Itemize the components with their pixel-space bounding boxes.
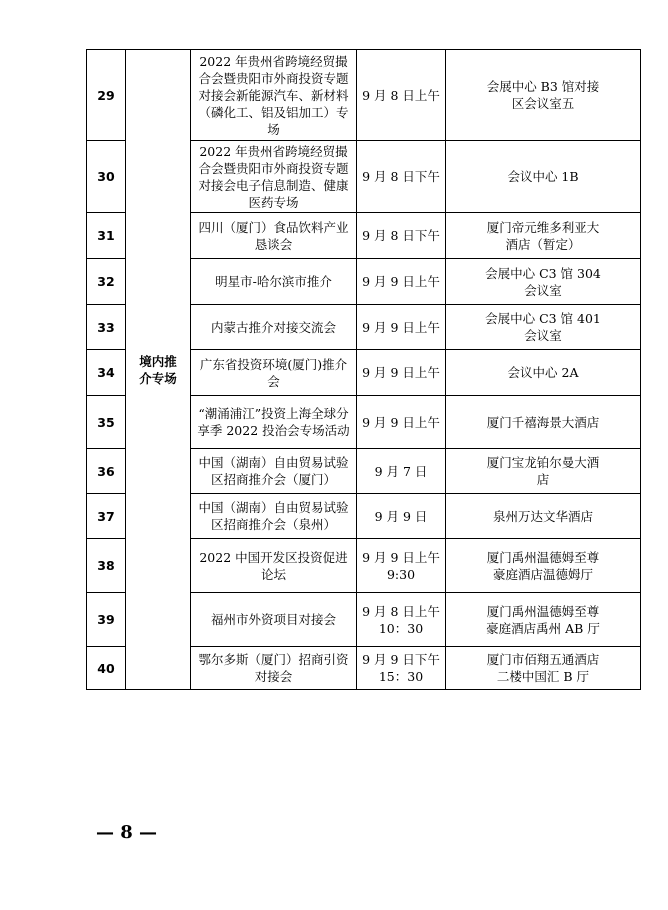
event-venue: 厦门宝龙铂尔曼大酒店 <box>446 449 641 494</box>
event-time: 9 月 9 日上午 <box>357 396 446 449</box>
event-time: 9 月 9 日上午 9:30 <box>357 539 446 593</box>
row-number: 34 <box>87 350 126 396</box>
event-name: 福州市外资项目对接会 <box>191 593 357 647</box>
row-number: 32 <box>87 259 126 305</box>
event-venue: 厦门市佰翔五通酒店二楼中国汇 B 厅 <box>446 647 641 690</box>
events-table <box>86 49 641 690</box>
event-venue: 会展中心 C3 馆 304 会议室 <box>446 259 641 305</box>
row-number: 37 <box>87 494 126 539</box>
event-venue: 会展中心 C3 馆 401 会议室 <box>446 305 641 350</box>
event-venue: 会议中心 2A <box>446 350 641 396</box>
page-number: — 8 — <box>96 822 158 843</box>
event-venue: 厦门禹州温德姆至尊豪庭酒店禹州 AB 厅 <box>446 593 641 647</box>
event-name: 中国（湖南）自由贸易试验区招商推介会（泉州） <box>191 494 357 539</box>
event-time: 9 月 9 日上午 <box>357 350 446 396</box>
event-venue: 厦门禹州温德姆至尊豪庭酒店温德姆厅 <box>446 539 641 593</box>
event-time: 9 月 8 日上午 10：30 <box>357 593 446 647</box>
event-name: 内蒙古推介对接交流会 <box>191 305 357 350</box>
row-number: 38 <box>87 539 126 593</box>
category-cell <box>126 50 191 690</box>
event-name: 2022 年贵州省跨境经贸撮合会暨贵阳市外商投资专题对接会电子信息制造、健康医药专场 <box>191 141 357 213</box>
event-time: 9 月 8 日上午 <box>357 50 446 141</box>
event-name: 中国（湖南）自由贸易试验区招商推介会（厦门） <box>191 449 357 494</box>
category-label: 境内推介专场 <box>139 353 177 386</box>
row-number: 39 <box>87 593 126 647</box>
row-number: 35 <box>87 396 126 449</box>
event-name: 四川（厦门）食品饮料产业恳谈会 <box>191 213 357 259</box>
event-time: 9 月 7 日 <box>357 449 446 494</box>
row-number: 36 <box>87 449 126 494</box>
event-venue: 会议中心 1B <box>446 141 641 213</box>
event-name: 2022 中国开发区投资促进论坛 <box>191 539 357 593</box>
event-name: 明星市-哈尔滨市推介 <box>191 259 357 305</box>
event-venue: 会展中心 B3 馆对接区会议室五 <box>446 50 641 141</box>
event-time: 9 月 8 日下午 <box>357 141 446 213</box>
event-venue: 厦门帝元维多利亚大酒店（暂定） <box>446 213 641 259</box>
row-number: 33 <box>87 305 126 350</box>
event-time: 9 月 8 日下午 <box>357 213 446 259</box>
event-name: 2022 年贵州省跨境经贸撮合会暨贵阳市外商投资专题对接会新能源汽车、新材料（磷化工、铝及铝加工）专场 <box>191 50 357 141</box>
table-row <box>87 50 641 141</box>
event-venue: 厦门千禧海景大酒店 <box>446 396 641 449</box>
row-number: 30 <box>87 141 126 213</box>
event-name: 广东省投资环境(厦门)推介会 <box>191 350 357 396</box>
event-venue: 泉州万达文华酒店 <box>446 494 641 539</box>
event-time: 9 月 9 日下午 15：30 <box>357 647 446 690</box>
event-time: 9 月 9 日上午 <box>357 305 446 350</box>
event-name: 鄂尔多斯（厦门）招商引资对接会 <box>191 647 357 690</box>
row-number: 29 <box>87 50 126 141</box>
event-time: 9 月 9 日 <box>357 494 446 539</box>
row-number: 40 <box>87 647 126 690</box>
event-time: 9 月 9 日上午 <box>357 259 446 305</box>
event-name: “潮涌浦江”投资上海全球分享季 2022 投治会专场活动 <box>191 396 357 449</box>
row-number: 31 <box>87 213 126 259</box>
